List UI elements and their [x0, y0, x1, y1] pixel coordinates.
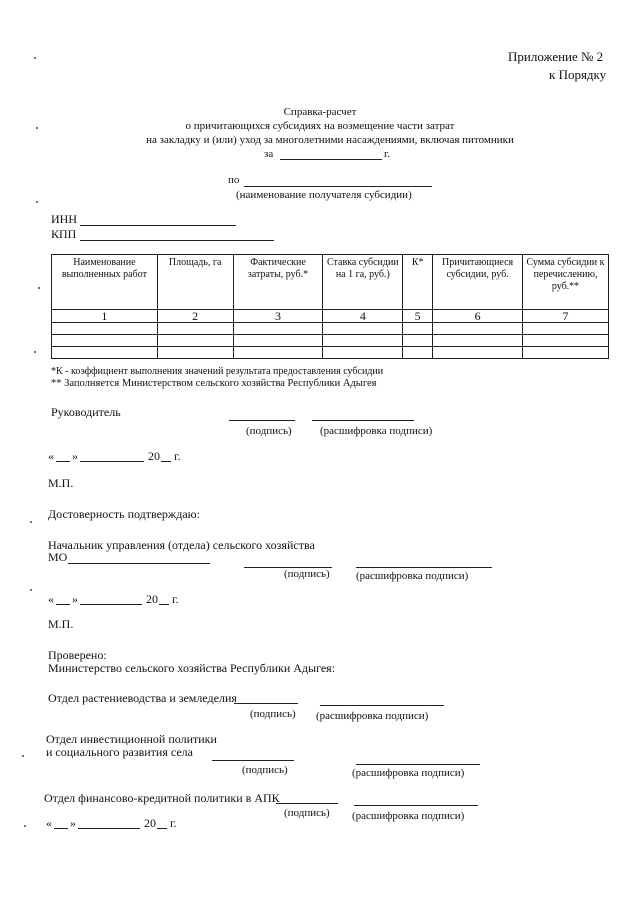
signature-caption: (подпись): [250, 708, 296, 720]
document-subtitle-2: на закладку и (или) уход за многолетними насаждениями, включая питомники: [146, 134, 514, 146]
date-close-quote: »: [70, 816, 76, 830]
column-header: Сумма субсидии к перечислению, руб.**: [523, 255, 609, 310]
ministry-label: Министерство сельского хозяйства Республики Адыгея:: [48, 661, 336, 675]
table-cell[interactable]: [52, 335, 158, 347]
date-year-prefix: 20: [146, 592, 158, 606]
scan-mark: [30, 589, 32, 591]
column-number: 6: [433, 310, 523, 323]
signature-caption: (подпись): [246, 425, 292, 437]
dept-invest-decode-line: [356, 764, 480, 765]
signature-caption: (подпись): [242, 764, 288, 776]
scan-mark: [38, 287, 40, 289]
table-cell[interactable]: [403, 335, 433, 347]
column-header: Ставка субсидии на 1 га, руб.): [323, 255, 403, 310]
column-header: Причитающиеся субсидии, руб.: [433, 255, 523, 310]
period-blank: [280, 159, 382, 160]
table-row: [52, 335, 609, 347]
document-subtitle-1: о причитающихся субсидиях на возмещение части затрат: [185, 120, 455, 132]
table-row: [52, 323, 609, 335]
column-header: Площадь, га: [157, 255, 233, 310]
column-number: 1: [52, 310, 158, 323]
inn-label: ИНН: [51, 212, 77, 226]
date-year-blank: [157, 828, 167, 829]
dept-crop-signature-line: [234, 703, 298, 704]
date-year-suffix: г.: [172, 592, 179, 606]
subsidy-table: [51, 254, 609, 359]
column-number: 5: [403, 310, 433, 323]
dept-invest-label-2: и социального развития села: [46, 745, 193, 759]
date-day-blank: [56, 461, 70, 462]
scan-mark: [30, 521, 32, 523]
signature-caption: (подпись): [284, 568, 330, 580]
head-decode-line: [312, 420, 414, 421]
appendix-number: Приложение № 2: [508, 49, 604, 64]
head-signature-line: [229, 420, 295, 421]
period-suffix: г.: [384, 148, 391, 160]
date-month-blank: [80, 461, 144, 462]
table-number-row: [52, 310, 609, 323]
table-cell[interactable]: [157, 335, 233, 347]
date-open-quote: «: [46, 816, 52, 830]
stamp-label: М.П.: [48, 476, 74, 490]
decode-caption: (расшифровка подписи): [320, 425, 433, 437]
scan-mark: [36, 127, 38, 129]
column-number: 3: [233, 310, 323, 323]
table-cell[interactable]: [52, 323, 158, 335]
mo-label: МО: [48, 550, 68, 564]
decode-caption: (расшифровка подписи): [352, 810, 465, 822]
kpp-blank: [80, 240, 274, 241]
column-number: 2: [157, 310, 233, 323]
signature-caption: (подпись): [284, 807, 330, 819]
scan-mark: [34, 351, 36, 353]
table-cell[interactable]: [523, 335, 609, 347]
mo-blank: [68, 563, 210, 564]
dept-finance-decode-line: [354, 805, 478, 806]
table-cell[interactable]: [403, 347, 433, 359]
table-row: [52, 347, 609, 359]
date-month-blank: [80, 604, 142, 605]
recipient-caption: (наименование получателя субсидии): [236, 189, 412, 201]
table-cell[interactable]: [52, 347, 158, 359]
date-year-suffix: г.: [174, 449, 181, 463]
kpp-label: КПП: [51, 227, 77, 241]
inn-blank: [80, 225, 236, 226]
decode-caption: (расшифровка подписи): [352, 767, 465, 779]
chief-label: Начальник управления (отдела) сельского хозяйства: [48, 538, 315, 552]
date-year-blank: [159, 604, 169, 605]
date-day-blank: [54, 828, 68, 829]
scan-mark: [34, 57, 36, 59]
table-cell[interactable]: [157, 347, 233, 359]
table-cell[interactable]: [233, 347, 323, 359]
dept-crop-decode-line: [320, 705, 444, 706]
date-close-quote: »: [72, 592, 78, 606]
table-cell[interactable]: [323, 347, 403, 359]
scan-mark: [22, 755, 24, 757]
footnote-ministry: ** Заполняется Министерством сельского хозяйства Республики Адыгея: [51, 378, 377, 389]
recipient-blank: [244, 186, 432, 187]
dept-invest-signature-line: [212, 760, 294, 761]
table-cell[interactable]: [523, 347, 609, 359]
recipient-prefix: по: [228, 174, 240, 186]
decode-caption: (расшифровка подписи): [356, 570, 469, 582]
table-cell[interactable]: [403, 323, 433, 335]
confirm-label: Достоверность подтверждаю:: [48, 507, 200, 521]
date-open-quote: «: [48, 449, 54, 463]
document-title: Справка-расчет: [283, 106, 357, 118]
scan-mark: [24, 825, 26, 827]
table-cell[interactable]: [323, 335, 403, 347]
dept-finance-label: Отдел финансово-кредитной политики в АПК: [44, 791, 280, 805]
column-header: К*: [403, 255, 433, 310]
dept-crop-label: Отдел растениеводства и земледелия: [48, 691, 237, 705]
dept-invest-label-1: Отдел инвестиционной политики: [46, 732, 217, 746]
stamp-label: М.П.: [48, 617, 74, 631]
date-month-blank: [78, 828, 140, 829]
date-year-prefix: 20: [148, 449, 160, 463]
date-day-blank: [56, 604, 70, 605]
table-header-row: [52, 255, 609, 310]
column-number: 7: [523, 310, 609, 323]
appendix-reference: к Порядку: [549, 67, 607, 82]
table-cell[interactable]: [233, 335, 323, 347]
column-header: Наименование выполненных работ: [52, 255, 158, 310]
footnote-k: *К - коэффициент выполнения значений результата предоставления субсидии: [51, 366, 384, 377]
column-header: Фактические затраты, руб.*: [233, 255, 323, 310]
checked-label: Проверено:: [48, 648, 107, 662]
table-cell[interactable]: [433, 347, 523, 359]
decode-caption: (расшифровка подписи): [316, 710, 429, 722]
date-year-prefix: 20: [144, 816, 156, 830]
chief-decode-line: [356, 567, 492, 568]
date-open-quote: «: [48, 592, 54, 606]
table-cell[interactable]: [523, 323, 609, 335]
date-close-quote: »: [72, 449, 78, 463]
column-number: 4: [323, 310, 403, 323]
table-cell[interactable]: [433, 335, 523, 347]
period-prefix: за: [264, 148, 274, 160]
scan-mark: [36, 201, 38, 203]
head-label: Руководитель: [51, 405, 121, 419]
date-year-blank: [161, 461, 171, 462]
table-cell[interactable]: [433, 323, 523, 335]
table-cell[interactable]: [157, 323, 233, 335]
table-cell[interactable]: [323, 323, 403, 335]
dept-finance-signature-line: [276, 803, 338, 804]
table-cell[interactable]: [233, 323, 323, 335]
date-year-suffix: г.: [170, 816, 177, 830]
